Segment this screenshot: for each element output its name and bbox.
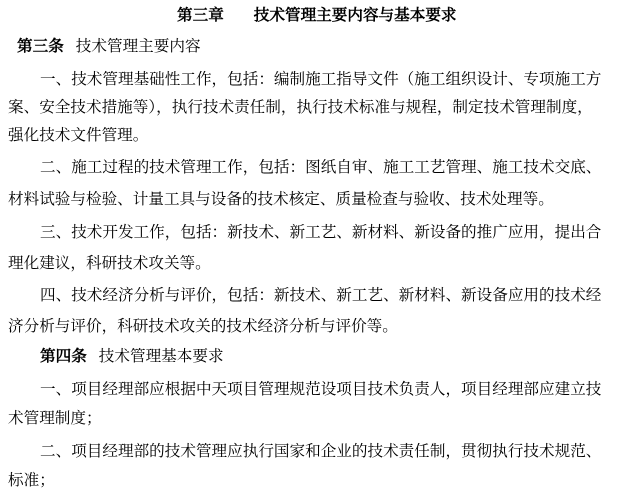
chapter-title: 技术管理主要内容与基本要求 [253,6,457,24]
paragraph-line: 二、项目经理部的技术管理应执行国家和企业的技术责任制，贯彻执行技术规范、 [40,442,602,460]
article-4-title: 技术管理基本要求 [98,347,224,365]
paragraph-line: 四、技术经济分析与评价，包括：新技术、新工艺、新材料、新设备应用的技术经 [40,286,602,304]
paragraph-line: 术管理制度； [8,409,102,427]
paragraph-line: 一、技术管理基础性工作，包括：编制施工指导文件（施工组织设计、专项施工方 [40,70,602,88]
article-4-number: 第四条 [40,347,87,365]
article-3-title: 技术管理主要内容 [75,37,201,55]
chapter-heading [177,5,457,25]
paragraph-line: 案、安全技术措施等），执行技术责任制，执行技术标准与规程，制定技术管理制度， [8,98,593,116]
article-3-number: 第三条 [17,37,64,55]
paragraph-line: 三、技术开发工作，包括：新技术、新工艺、新材料、新设备的推广应用，提出合 [40,223,602,241]
article-4-heading [40,346,224,366]
article-3-heading [17,36,201,56]
paragraph-line: 强化技术文件管理。 [8,126,149,144]
chapter-number: 第三章 [177,6,224,24]
paragraph-line: 标准； [8,471,55,489]
paragraph-line: 济分析与评价，科研技术攻关的技术经济分析与评价等。 [8,317,398,335]
paragraph-line: 材料试验与检验、计量工具与设备的技术核定、质量检查与验收、技术处理等。 [8,190,554,208]
paragraph-line: 一、项目经理部应根据中天项目管理规范设项目技术负责人，项目经理部应建立技 [40,380,602,398]
paragraph-line: 理化建议，科研技术攻关等。 [8,254,211,272]
paragraph-line: 二、施工过程的技术管理工作，包括：图纸自审、施工工艺管理、施工技术交底、 [40,158,602,176]
